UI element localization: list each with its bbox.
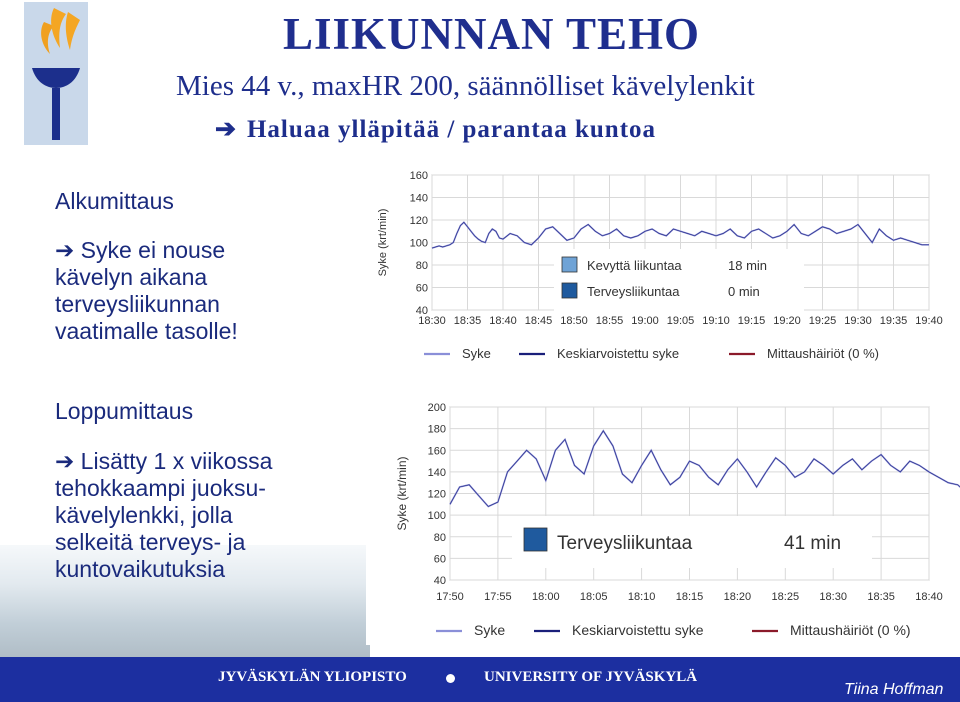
x-tick-label: 18:10 bbox=[627, 591, 656, 603]
y-tick-label: 100 bbox=[427, 510, 446, 523]
final-text bbox=[55, 448, 272, 583]
university-logo bbox=[24, 2, 88, 145]
footer-bar bbox=[0, 657, 960, 702]
x-tick-label: 18:05 bbox=[579, 591, 608, 603]
x-tick-label: 19:35 bbox=[879, 315, 908, 327]
legend-box-value: 41 min bbox=[784, 533, 842, 554]
final-line: ➔ Lisätty 1 x viikossa bbox=[55, 448, 273, 474]
subtitle: Mies 44 v., maxHR 200, säännölliset kävelylenkit bbox=[176, 70, 755, 102]
legend-label: Syke bbox=[474, 622, 506, 638]
final-heading: Loppumittaus bbox=[55, 398, 194, 424]
y-tick-label: 40 bbox=[415, 305, 428, 317]
y-axis-label: Syke (krt/min) bbox=[395, 456, 409, 531]
goal-line bbox=[215, 114, 656, 144]
legend-label: Keskiarvoistettu syke bbox=[557, 346, 680, 361]
x-tick-label: 18:30 bbox=[819, 591, 847, 603]
y-tick-label: 140 bbox=[427, 466, 446, 479]
y-tick-label: 80 bbox=[433, 531, 446, 544]
x-tick-label: 19:05 bbox=[666, 315, 695, 327]
legend-box-value: 18 min bbox=[728, 258, 768, 273]
legend-box-swatch bbox=[562, 257, 577, 272]
final-line: tehokkaampi juoksu- bbox=[55, 475, 266, 501]
x-tick-label: 18:00 bbox=[532, 591, 560, 603]
final-line: selkeitä terveys- ja bbox=[55, 529, 246, 555]
initial-heading: Alkumittaus bbox=[55, 188, 174, 214]
legend-box-value: 0 min bbox=[728, 284, 760, 299]
x-tick-label: 18:40 bbox=[915, 591, 943, 603]
x-tick-label: 18:25 bbox=[771, 591, 800, 603]
y-tick-label: 60 bbox=[415, 282, 428, 295]
initial-chart-svg bbox=[366, 165, 943, 372]
author-name: Tiina Hoffman bbox=[844, 681, 944, 698]
legend-box-swatch bbox=[562, 283, 577, 298]
initial-measurement-chart bbox=[366, 165, 943, 372]
bullet-dot bbox=[446, 674, 455, 683]
legend-box-label: Terveysliikuntaa bbox=[587, 284, 680, 299]
y-axis-label: Syke (krt/min) bbox=[377, 208, 389, 277]
x-tick-label: 18:35 bbox=[453, 315, 482, 327]
x-tick-label: 18:50 bbox=[560, 315, 588, 327]
page-title: LIIKUNNAN TEHO bbox=[283, 9, 701, 59]
legend-box-swatch bbox=[524, 528, 547, 551]
y-tick-label: 160 bbox=[427, 445, 446, 458]
x-tick-label: 19:00 bbox=[631, 315, 659, 327]
final-chart-svg bbox=[366, 383, 960, 645]
arrow-right-icon: ➔ bbox=[215, 116, 237, 143]
legend-box-label: Terveysliikuntaa bbox=[557, 533, 693, 554]
legend-label: Keskiarvoistettu syke bbox=[572, 622, 704, 638]
initial-line: ➔ Syke ei nouse bbox=[55, 237, 226, 263]
y-tick-label: 40 bbox=[433, 575, 446, 587]
x-tick-label: 19:25 bbox=[808, 315, 837, 327]
y-tick-label: 160 bbox=[409, 170, 428, 182]
x-tick-label: 19:40 bbox=[915, 315, 943, 327]
x-tick-label: 19:10 bbox=[702, 315, 730, 327]
x-tick-label: 17:55 bbox=[484, 591, 512, 603]
legend-label: Mittaushäiriöt (0 %) bbox=[790, 622, 911, 638]
goal-text: Haluaa ylläpitää / parantaa kuntoa bbox=[246, 116, 657, 143]
y-tick-label: 80 bbox=[415, 260, 428, 272]
x-tick-label: 17:50 bbox=[436, 591, 464, 603]
initial-line: terveysliikunnan bbox=[55, 291, 220, 317]
y-tick-label: 180 bbox=[427, 423, 446, 436]
x-tick-label: 18:45 bbox=[524, 315, 553, 327]
y-tick-label: 100 bbox=[409, 237, 428, 250]
legend-label: Mittaushäiriöt (0 %) bbox=[767, 346, 879, 361]
x-tick-label: 18:40 bbox=[489, 315, 517, 327]
y-tick-label: 200 bbox=[427, 402, 446, 414]
initial-line: vaatimalle tasolle! bbox=[55, 318, 238, 344]
legend-label: Syke bbox=[462, 346, 491, 361]
x-tick-label: 19:20 bbox=[773, 315, 801, 327]
final-line: kävelylenkki, jolla bbox=[55, 502, 233, 528]
y-tick-label: 120 bbox=[427, 488, 446, 501]
x-tick-label: 18:55 bbox=[595, 315, 624, 327]
legend-box-label: Kevyttä liikuntaa bbox=[587, 258, 682, 273]
y-tick-label: 60 bbox=[433, 553, 446, 566]
x-tick-label: 19:15 bbox=[737, 315, 766, 327]
y-tick-label: 120 bbox=[409, 215, 428, 227]
x-tick-label: 18:30 bbox=[418, 315, 446, 327]
x-tick-label: 18:35 bbox=[867, 591, 895, 603]
x-tick-label: 18:15 bbox=[675, 591, 704, 603]
university-name-fi: JYVÄSKYLÄN YLIOPISTO bbox=[218, 669, 407, 685]
x-tick-label: 19:30 bbox=[844, 315, 872, 327]
final-measurement-chart bbox=[366, 383, 960, 645]
final-line: kuntovaikutuksia bbox=[55, 556, 226, 582]
x-tick-label: 18:20 bbox=[723, 591, 752, 603]
initial-text bbox=[55, 237, 238, 345]
initial-line: kävelyn aikana bbox=[55, 264, 208, 290]
university-name-en: UNIVERSITY OF JYVÄSKYLÄ bbox=[484, 669, 698, 685]
y-tick-label: 140 bbox=[409, 192, 428, 205]
